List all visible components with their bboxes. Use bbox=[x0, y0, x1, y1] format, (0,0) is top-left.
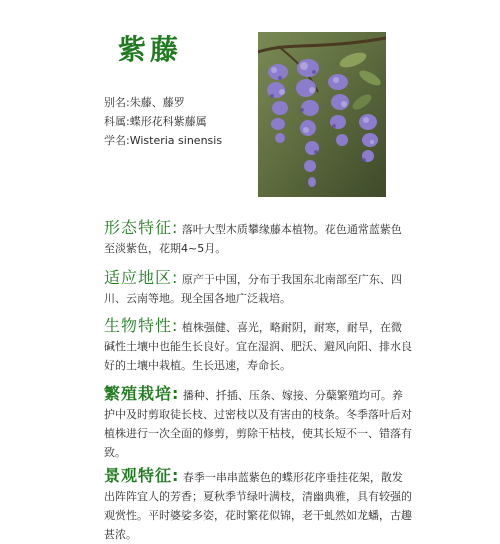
alias-line bbox=[104, 96, 185, 110]
cultivation-heading: 繁殖栽培: bbox=[104, 384, 180, 403]
scientific-name-value: Wisteria sinensis bbox=[129, 134, 223, 147]
region-section bbox=[104, 268, 412, 308]
landscape-text: 春季一串串蓝紫色的蝶形花序垂挂花架，散发出阵阵宜人的芳香；夏秋季节绿叶满枝，清幽典雅，具有较强的观赏性。平时婆娑多姿，花时繁花似锦，老干虬然如龙蟠，古趣甚浓。 bbox=[104, 471, 412, 541]
family-value: 蝶形花科紫藤属 bbox=[129, 115, 207, 128]
family-line bbox=[104, 115, 207, 129]
alias-label: 别名: bbox=[104, 96, 130, 109]
morphology-text: 落叶大型木质攀缘藤本植物。花色通常蓝紫色至淡紫色，花期4~5月。 bbox=[104, 223, 402, 255]
page-title: 紫藤 bbox=[118, 33, 183, 66]
morphology-section bbox=[104, 218, 412, 258]
region-heading: 适应地区: bbox=[104, 268, 179, 287]
landscape-section bbox=[104, 466, 412, 544]
biology-section bbox=[104, 316, 412, 375]
wisteria-photo bbox=[258, 32, 386, 197]
landscape-heading: 景观特征: bbox=[104, 466, 180, 485]
cultivation-section bbox=[104, 384, 412, 462]
scientific-name-line bbox=[104, 134, 222, 148]
biology-heading: 生物特性: bbox=[104, 316, 179, 335]
cultivation-text: 播种、扦插、压条、嫁接、分蘖繁殖均可。养护中及时剪取徒长枝、过密枝以及有害由的枝条。冬季落叶后对植株进行一次全面的修剪，剪除干枯枝，使其长短不一、错落有致。 bbox=[104, 389, 412, 459]
morphology-heading: 形态特征: bbox=[104, 218, 179, 237]
alias-value: 朱藤、藤罗 bbox=[129, 96, 185, 109]
family-label: 科属: bbox=[104, 115, 130, 128]
scientific-name-label: 学名: bbox=[104, 134, 130, 147]
region-text: 原产于中国，分布于我国东北南部至广东、四川、云南等地。现全国各地广泛栽培。 bbox=[104, 273, 402, 305]
biology-text: 植株强健、喜光，略耐阴，耐寒，耐旱，在微碱性土壤中也能生长良好。宜在湿润、肥沃、避风向阳、排水良好的土壤中栽植。生长迅速，寿命长。 bbox=[104, 321, 412, 372]
